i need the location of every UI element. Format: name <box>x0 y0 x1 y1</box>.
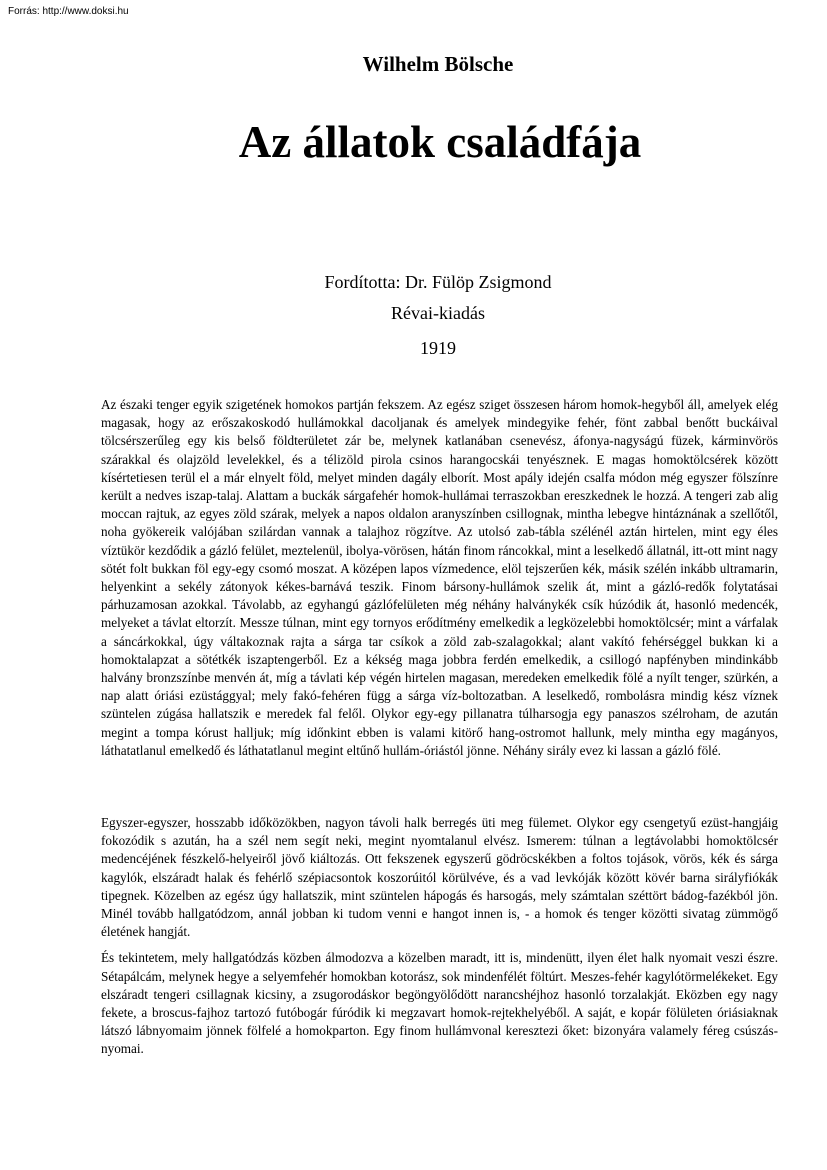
publication-year: 1919 <box>420 338 456 358</box>
body-section-1 <box>101 396 778 768</box>
body-section-2 <box>101 814 778 1067</box>
paragraph-3: És tekintetem, mely hallgatódzás közben álmodozva a közelben maradt, itt is, mindenütt, ilyen élet halk nyomait veszi észre. Sétapálcám, melynek hegye a selyemfehér homokban kotorász, sok mindenfélét föltúrt. Meszes-fehér kagylótörmelékeket. Egy elszáradt tengeri csillagnak kicsiny, a zsugorodáskor begöngyölődött narancshéjhoz hasonló torzalakját. Eközben egy nagy fekete, a broscus-fajhoz tartozó futóbogár fúródik ki megzavart homok-rejtekhelyéből. A saját, e kopár fölületen óriásiaknak látszó lábnyomaim jönnek fölfelé a homokparton. Egy finom hullámvonal keresztezi őket: bizonyára valamely féreg csúszás-nyomai. <box>101 950 778 1057</box>
book-title: Az állatok családfája <box>238 117 642 167</box>
paragraph-2: Egyszer-egyszer, hosszabb időközökben, nagyon távoli halk berregés üti meg fülemet. Olykor egy csengetyű ezüst-hangjáig fokozódik s azután, ha a szél nem segít neki, megint nyomtalanul elvész. Ismerem: túlnan a legtávolabbi homoktölcsér medencéjének fészkelő-helyeiről jövő kiáltozás. Ott fekszenek egyszerű gödröcskékben a foltos tojások, vörös, kék és sárga kagylók, elszáradt halak és fehérlő szépiacsontok koszorúitól körülvéve, és a vad levkóják között kövér barna sirályfiókák tipegnek. Közelben az egész úgy hallatszik, mint szüntelen hápogás és harsogás, mely számtalan széttört bádog-fazékból jön. Minél tovább hallgatódzom, annál jobban ki tudom venni e hangot innen is, - a homok és tenger közötti sivatag zümmögő életének hangját. <box>101 815 778 940</box>
translator-line: Fordította: Dr. Fülöp Zsigmond <box>324 272 552 292</box>
author-name: Wilhelm Bölsche <box>362 52 514 76</box>
publisher-line: Révai-kiadás <box>391 303 485 323</box>
paragraph-1: Az északi tenger egyik szigetének homokos partján fekszem. Az egész sziget összesen három homok-hegyből áll, amelyek elég magasak, hogy az erőszakoskodó hullámokkal dacoljanak és amelyek mindegyike fehér, fönt zabbal benőtt buckáival tölcsérszerűleg egy kis belső földterületet zár be, melynek katlanában csenevész, áfonya-nagyságú füzek, kárminvörös szárakkal és olajzöld levelekkel, és a télizöld pirola csinos harangocskái tenyésznek. E magas homoktölcsérek között kísértetiesen terül el a már elnyelt föld, melyet minden dagály elborít. Most apály idején csalfa módon még egyszer fölszínre került a nedves iszap-talaj. Alattam a buckák sárgafehér homok-hullámai terraszokban ereszkednek le hozzá. A tengeri zab alig moccan rajtuk, az egyes zöld szárak, melyek a napos oldalon aranyszínben csillognak, mintha lebegve hintáznának a szellőtől, noha gyökereik valójában szilárdan vannak a talajhoz rögzítve. Az utolsó zab-tábla szélénél aztán hirtelen, mint egy éles víztükör kezdődik a gázló felület, meztelenül, ibolya-vörösen, hátán finom ráncokkal, mint a leselkedő állatnál, itt-ott mint nagy sötét folt bukkan föl egy-egy csomó moszat. A középen lapos vízmedence, elöl tejszerűen kék, másik szélén inkább ultramarin, helyenkint a sekély zátonyok kékes-barnává teszik. Finom bársony-hullámok szelik át, mint a gázló-redők folytatásai párhuzamosan azokkal. Távolabb, az egyhangú gázlófelületen még néhány halványkék csík húzódik át, hasonló medencék, melyeket a távlat eltorzít. Messze túlnan, mint egy tornyos erődítmény emelkedik a legközelebbi homoktölcsér; mint a várfalak a sáncárkokkal, úgy váltakoznak rajta a sárga tar csíkok a zöld zab-szalagokkal; alant vakító fehérséggel bukkan ki a homoktalapzat a sötétkék iszaptengerből. Ez a kékség maga jobbra ferdén emelkedik, a csillogó napfényben mindinkább halvány bronzszínbe menvén át, míg a távlati kép végén hirtelen magasan, meredeken emelkedik fölé a nyílt tenger, szürkén, a nap alatt óriási ezüstággyal; mely fakó-fehéren függ a sárga víz-boltozatban. A leselkedő, rombolásra mindig kész víznek szüntelen zúgása hallatszik e meredek fal felől. Olykor egy-egy pillanatra túlharsogja egy panaszos szélroham, de azután megint a tompa kórust halljuk; míg időnkint ebben is valami kitörő hang-ostromot hallunk, mely mintha egy magányos, láthatatlanul emelkedő és láthatatlanul megint eltűnő hullám-óriástól jönne. Néhány sirály evez ki lassan a gázló fölé. <box>101 397 778 758</box>
source-line: Forrás: http://www.doksi.hu <box>8 6 129 17</box>
